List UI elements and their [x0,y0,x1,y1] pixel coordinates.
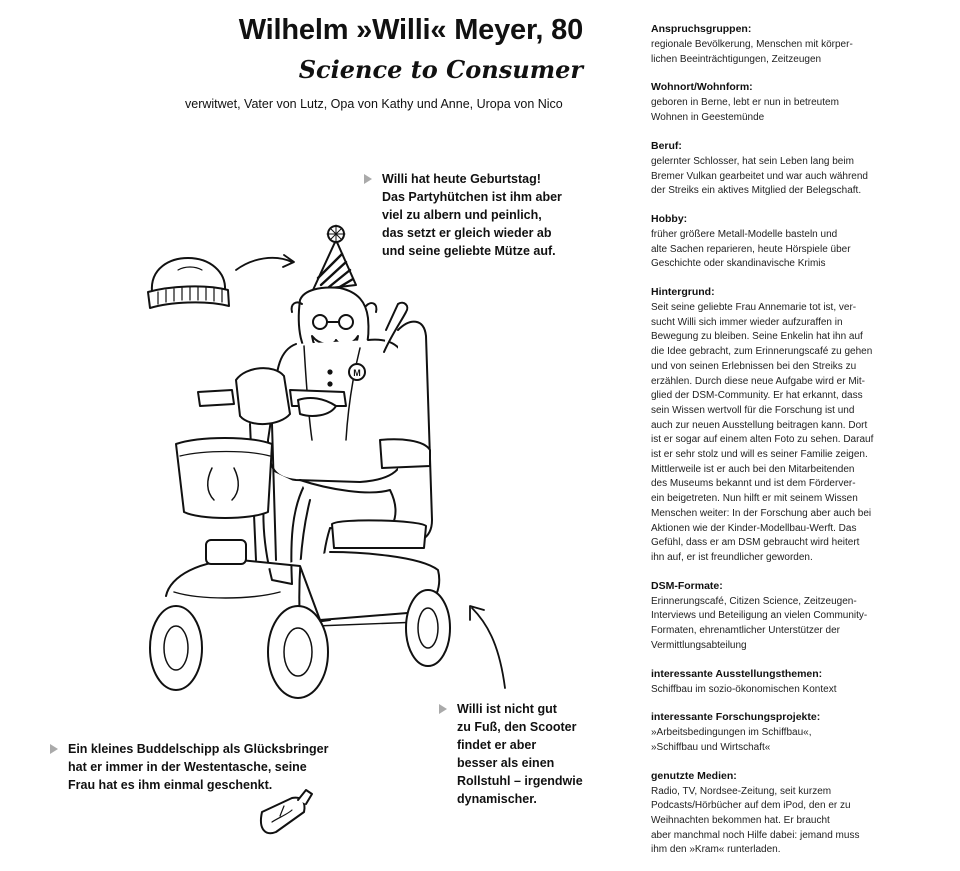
bullet-triangle-icon [439,704,447,714]
profile-section-text: ihn auf, er ist freundlicher geworden. [651,551,813,563]
profile-section-text: Wohnen in Geestemünde [651,112,765,124]
profile-section-text: und von seinen Erlebnissen bei den Streiks zu [651,360,857,372]
profile-section [651,139,951,199]
profile-section-text: »Arbeitsbedingungen im Schiffbau«, [651,727,812,739]
profile-section-text: ein beigetreten. Nun hilft er mit seinem Wissen [651,493,858,505]
profile-section-text: regionale Bevölkerung, Menschen mit körper- [651,39,853,50]
profile-section-text: glied der DSM-Community. Er hat erkannt, dass [651,390,863,402]
profile-section-text: der Streiks ein aktives Mitglied der Belegschaft. [651,185,862,197]
scooter-note: Willi ist nicht gut zu Fuß, den Scooter findet er aber besser als einen Rollstuhl – irgendwie dynamischer. [457,700,583,808]
profile-section-heading: interessante Ausstellungsthemen: [651,667,823,680]
profile-section-text: erzählen. Durch diese neue Aufgabe wird er Mit- [651,375,866,387]
birthday-note: Willi hat heute Geburtstag! Das Partyhütchen ist ihm aber viel zu albern und peinlich, das setzt er gleich wieder ab und seine geliebte Mütze auf. [382,170,562,260]
profile-section-heading: interessante Forschungsprojekte: [651,711,821,724]
bottle-ship-icon [261,790,312,833]
profile-section-text: lichen Beeinträchtigungen, Zeitzeugen [651,53,822,65]
profile-section-text: Menschen weiter: In der Forschung aber auch bei [651,507,872,519]
profile-section [651,579,951,654]
svg-text:M: M [353,368,361,378]
profile-section-text: ist er sogar auf einem alten Foto zu sehen. Darauf [651,434,874,446]
family-line: verwitwet, Vater von Lutz, Opa von Kathy und Anne, Uropa von Nico [185,97,563,111]
profile-section-text: alte Sachen reparieren, heute Hörspiele über [651,243,851,255]
page-title: Wilhelm »Willi« Meyer, 80 [238,14,583,46]
profile-section-text: Geschichte oder skandinavische Krimis [651,258,826,270]
profile-section-text: Bewegung zu bleiben. Seine Enkelin hat ihn auf [651,331,863,343]
profile-section-heading: DSM-Formate: [651,579,723,592]
profile-section-text: Erinnerungscafé, Citizen Science, Zeitzeugen- [651,595,857,607]
bullet-triangle-icon [50,744,58,754]
profile-section-text: Aktionen wie der Kinder-Modellbau-Werft. Das [651,522,857,534]
profile-section-text: des Museums bekannt und ist dem Förderver- [651,478,856,490]
profile-section [651,285,951,566]
profile-section-text: Formaten, ehrenamtlicher Unterstützer der [651,625,840,637]
profile-section-text: ihm den »Kram« runterladen. [651,844,781,856]
page-subtitle: Science to Consumer [298,55,583,84]
arrow-to-scooter-icon [470,606,505,688]
bullet-triangle-icon [364,174,372,184]
profile-section-text: sucht Willi sich immer wieder aufzuraffen in [651,316,843,328]
profile-section [651,212,951,272]
profile-section [651,769,951,859]
profile-section [651,80,951,125]
profile-section [651,667,951,698]
profile-section-text: geboren in Berne, lebt er nun in betreutem [651,97,839,109]
profile-section-text: die Idee gebracht, zum Erinnerungscafé zu gehen [651,346,873,358]
profile-section-text: Radio, TV, Nordsee-Zeitung, seit kurzem [651,785,832,797]
profile-section-text: »Schiffbau und Wirtschaft« [651,741,771,753]
profile-section-text: aber manchmal noch Hilfe dabei: jemand muss [651,829,860,841]
profile-section-heading: Beruf: [651,139,682,152]
profile-section-heading: genutzte Medien: [651,769,737,782]
profile-section-text: Weihnachten bekommen hat. Er braucht [651,815,830,827]
profile-section-heading: Hobby: [651,212,688,225]
knit-cap-icon [148,258,229,308]
profile-section-text: Interviews und Beteiligung an vielen Community- [651,610,868,622]
profile-section-text: früher größere Metall-Modelle basteln und [651,228,838,240]
profile-section-heading: Anspruchsgruppen: [651,23,752,35]
arrow-to-hat-icon [236,255,294,270]
scooter-basket [176,438,272,518]
profile-section-text: Gefühl, dass er am DSM gebraucht wird heitert [651,537,860,549]
profile-section-text: Mittlerweile ist er auch bei den Mitarbeitenden [651,463,855,475]
profile-section-heading: Hintergrund: [651,286,715,299]
profile-section [651,22,951,67]
profile-section-text: ist er sehr stolz und will es seiner Familie zeigen. [651,449,868,461]
profile-section-text: Schiffbau im sozio-ökonomischen Kontext [651,683,837,695]
profile-sidebar [651,22,951,871]
profile-section-text: Bremer Vulkan gearbeitet und war auch während [651,170,868,182]
buddelschipp-note: Ein kleines Buddelschipp als Glücksbringer hat er immer in der Westentasche, seine Frau hat es ihm einmal geschenkt. [68,740,329,794]
profile-section-heading: Wohnort/Wohnform: [651,81,753,94]
profile-section-text: Seit seine geliebte Frau Annemarie tot ist, ver- [651,302,857,314]
party-hat-icon [313,225,356,290]
profile-section [651,710,951,755]
profile-section-text: auch zur neuen Ausstellung beitragen kann. Dort [651,419,868,431]
profile-section-text: gelernter Schlosser, hat sein Leben lang beim [651,155,854,167]
profile-section-text: Podcasts/Hörbücher auf dem iPod, den er zu [651,800,851,812]
profile-section-text: sein Wissen wertvoll für die Forschung ist und [651,404,855,416]
profile-section-text: Vermittlungsabteilung [651,639,747,651]
